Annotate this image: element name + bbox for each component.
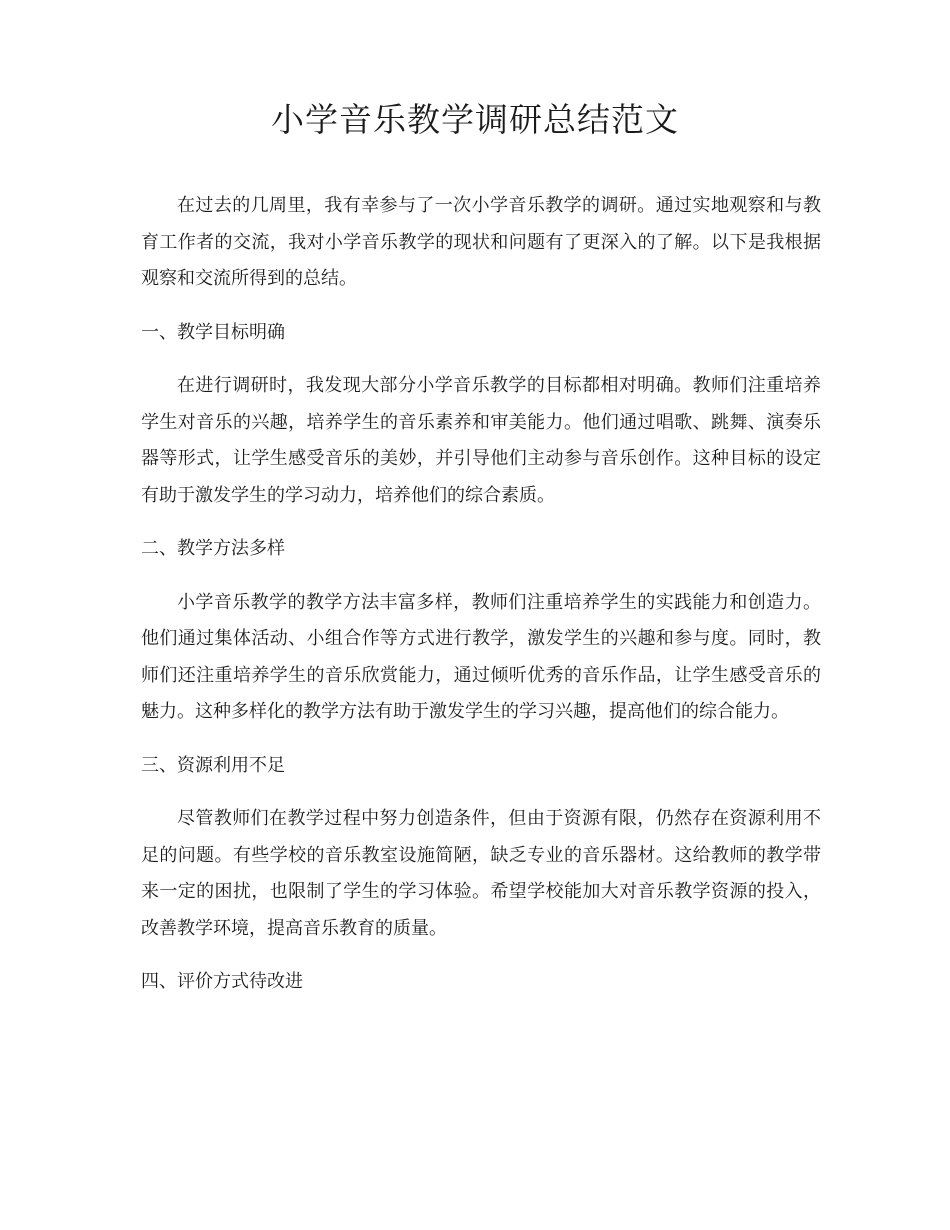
section-paragraph-1: 在进行调研时，我发现大部分小学音乐教学的目标都相对明确。教师们注重培养学生对音乐的兴趣，培养学生的音乐素养和审美能力。他们通过唱歌、跳舞、演奏乐器等形式，让学生感受音乐的美妙，并引导他们主动参与音乐创作。这种目标的设定有助于激发学生的学习动力，培养他们的综合素质。 bbox=[141, 375, 821, 506]
section-heading-4: 四、评价方式待改进 bbox=[141, 971, 303, 992]
section-heading-3: 三、资源利用不足 bbox=[141, 754, 285, 776]
section-paragraph-2: 小学音乐教学的教学方法丰富多样，教师们注重培养学生的实践能力和创造力。他们通过集体活动、小组合作等方式进行教学，激发学生的兴趣和参与度。同时，教师们还注重培养学生的音乐欣赏能力，通过倾听优秀的音乐作品，让学生感受音乐的魅力。这种多样化的教学方法有助于激发学生的学习兴趣，提高他们的综合能力。 bbox=[141, 591, 821, 722]
section-heading-2: 二、教学方法多样 bbox=[141, 538, 285, 559]
section-heading-1: 一、教学目标明确 bbox=[141, 321, 285, 343]
document-body bbox=[141, 188, 821, 1018]
intro-paragraph: 在过去的几周里，我有幸参与了一次小学音乐教学的调研。通过实地观察和与教育工作者的交流，我对小学音乐教学的现状和问题有了更深入的了解。以下是我根据观察和交流所得到的总结。 bbox=[141, 195, 821, 289]
document-title: 小学音乐教学调研总结范文 bbox=[271, 100, 679, 139]
section-paragraph-3: 尽管教师们在教学过程中努力创造条件，但由于资源有限，仍然存在资源利用不足的问题。有些学校的音乐教室设施简陋，缺乏专业的音乐器材。这给教师的教学带来一定的困扰，也限制了学生的学习体验。希望学校能加大对音乐教学资源的投入，改善教学环境，提高音乐教育的质量。 bbox=[141, 808, 821, 939]
